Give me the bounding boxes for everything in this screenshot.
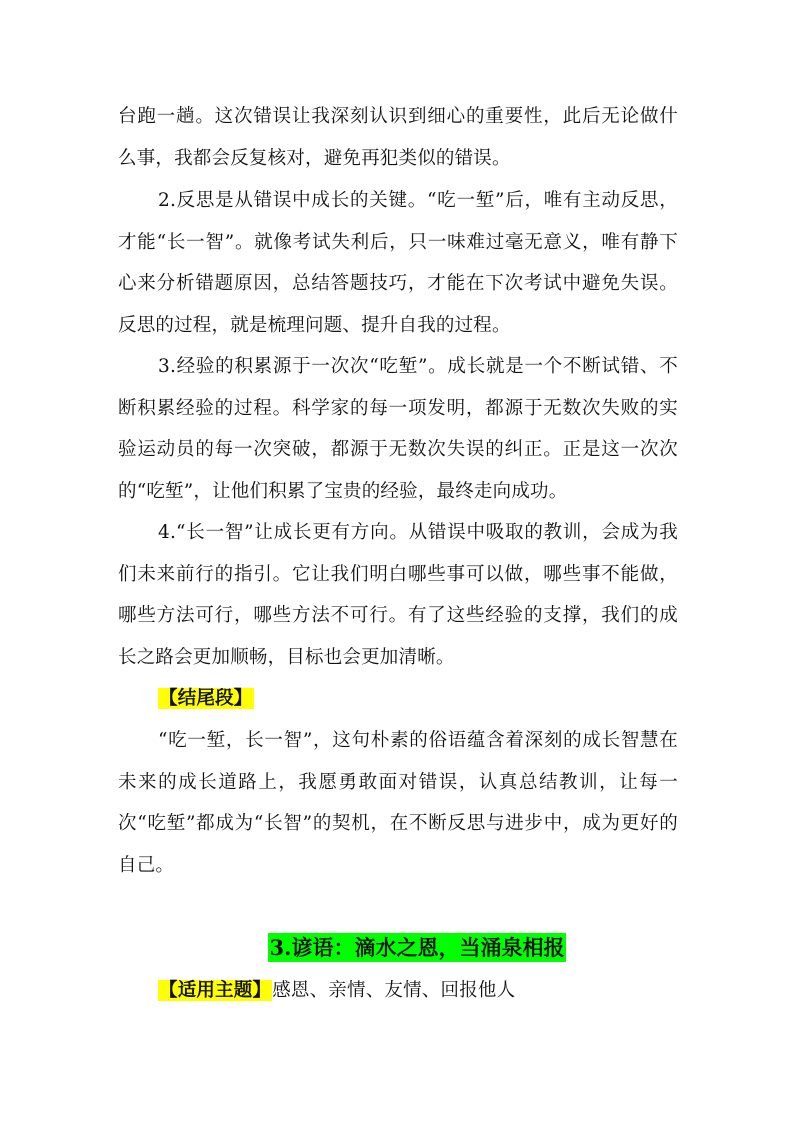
body-paragraph-4: 4.“长一智”让成长更有方向。从错误中吸取的教训，会成为我们未来前行的指引。它让我们明白哪些事可以做，哪些事不能做，哪些方法可行，哪些方法不可行。有了这些经验的支撑，我们的成长之路会更加顺畅，目标也会更加清晰。 [118,522,678,668]
theme-line [118,970,718,1012]
body-paragraph-2: 2.反思是从错误中成长的关键。“吃一堑”后，唯有主动反思，才能“长一智”。就像考试失利后，只一味难过毫无意义，唯有静下心来分析错题原因，总结答题技巧，才能在下次考试中避免失误。反思的过程，就是梳理问题、提升自我的过程。 [118,190,678,336]
section-title: 3.谚语：滴水之恩，当涌泉相报 [269,935,565,960]
ending-section-label: 【结尾段】 [159,688,253,709]
ending-label-line [118,678,718,720]
body-paragraph-3: 3.经验的积累源于一次次“吃堑”。成长就是一个不断试错、不断积累经验的过程。科学家的每一项发明，都源于无数次失败的实验运动员的每一次突破，都源于无数次失误的纠正。正是这一次次的“吃堑”，让他们积累了宝贵的经验，最终走向成功。 [118,356,678,502]
theme-label: 【适用主题】 [159,980,272,1001]
section-title-line [0,930,794,966]
ending-paragraph: “吃一堑，长一智”，这句朴素的俗语蕴含着深刻的成长智慧在未来的成长道路上，我愿勇敢面对错误，认真总结教训，让每一次“吃堑”都成为“长智”的契机，在不断反思与进步中，成为更好的自己。 [118,730,678,876]
theme-text: 感恩、亲情、友情、回报他人 [272,980,516,1001]
continuation-paragraph: 台跑一趟。这次错误让我深刻认识到细心的重要性，此后无论做什么事，我都会反复核对，避免再犯类似的错误。 [118,106,678,169]
